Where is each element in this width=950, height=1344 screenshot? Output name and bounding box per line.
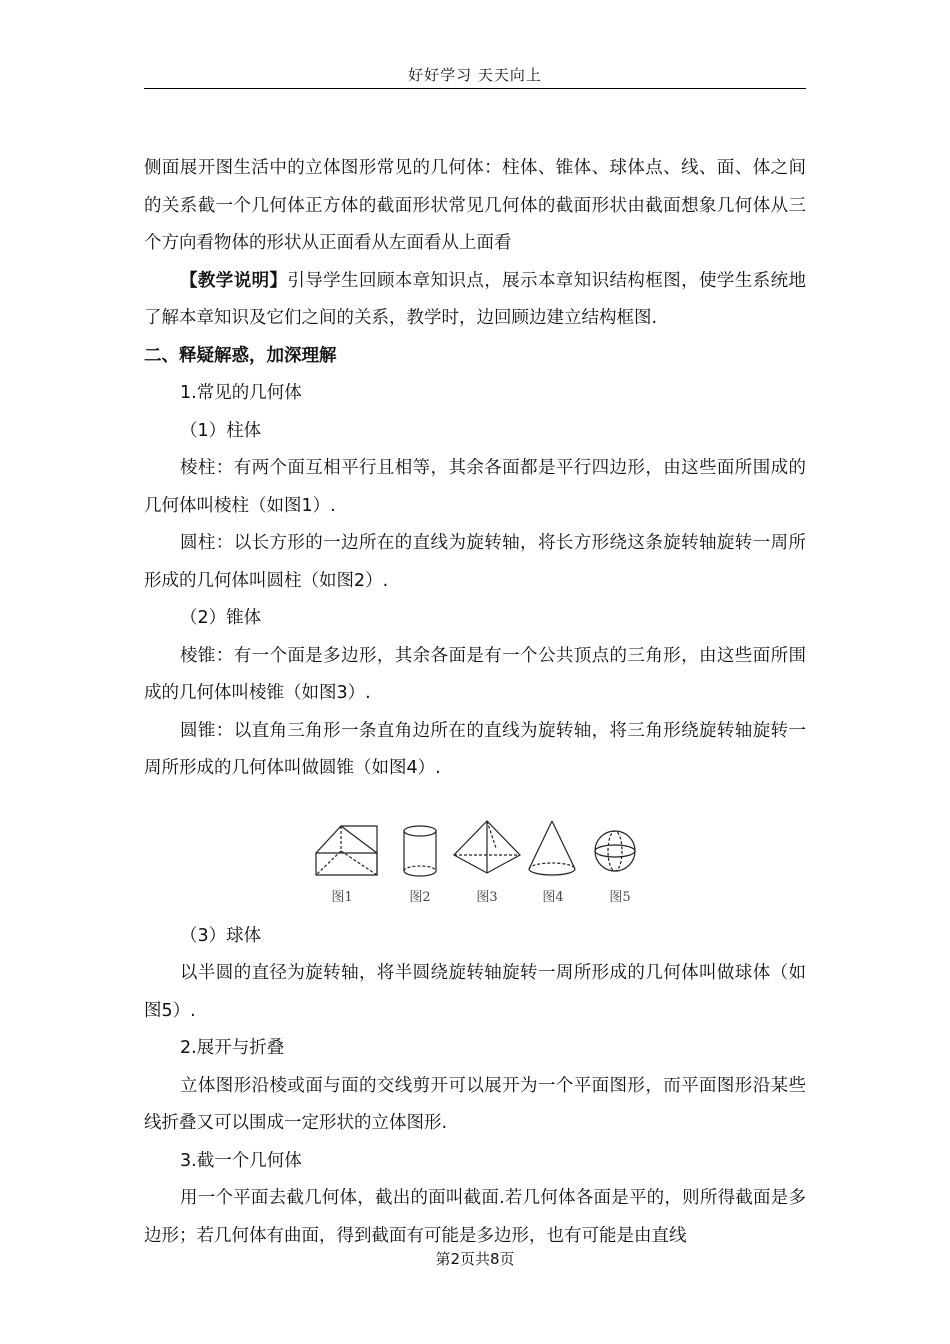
header-rule	[144, 88, 806, 89]
document-body	[144, 150, 806, 1255]
sphere-icon	[595, 831, 635, 871]
teaching-note-label: 【教学说明】	[180, 270, 288, 291]
prism-definition: 棱柱：有两个面互相平行且相等，其余各面都是平行四边形，由这些面所围成的几何体叫棱柱（如图1）.	[144, 458, 806, 516]
page-footer: 第2页共8页	[435, 1250, 515, 1268]
subsection-unfold-fold: 2.展开与折叠	[180, 1038, 285, 1058]
subsection-common-solids: 1.常见的几何体	[180, 383, 302, 403]
figure-caption-1: 图1	[331, 889, 353, 905]
pyramid-definition: 棱锥：有一个面是多边形，其余各面是有一个公共顶点的三角形，由这些面所围成的几何体叫棱锥（如图3）.	[144, 645, 806, 703]
figure-caption-3: 图3	[476, 889, 498, 905]
summary-paragraph: 侧面展开图生活中的立体图形常见的几何体：柱体、锥体、球体点、线、面、体之间的关系截一个几何体正方体的截面形状常见几何体的截面形状由截面想象几何体从三个方向看物体的形状从正面看从左面看从上面看	[144, 158, 806, 253]
cylinder-icon	[404, 826, 436, 876]
triangular-prism-icon	[316, 826, 377, 875]
cone-definition: 圆锥：以直角三角形一条直角边所在的直线为旋转轴，将三角形绕旋转轴旋转一周所形成的几何体叫做圆锥（如图4）.	[144, 720, 806, 778]
cone-icon	[529, 821, 575, 875]
subsection-cross-section: 3.截一个几何体	[180, 1150, 302, 1171]
item-pyramids-cones: （2）锥体	[180, 608, 262, 628]
item-spheres: （3）球体	[180, 925, 262, 946]
teaching-note-text: 引导学生回顾本章知识点，展示本章知识结构框图，使学生系统地了解本章知识及它们之间的关系，教学时，边回顾边建立结构框图.	[144, 270, 807, 328]
cylinder-definition: 圆柱：以长方形的一边所在的直线为旋转轴，将长方形绕这条旋转轴旋转一周所形成的几何体叫圆柱（如图2）.	[144, 533, 806, 591]
section-heading: 二、释疑解惑，加深理解	[144, 345, 337, 366]
page-header: 好好学习 天天向上	[408, 66, 542, 84]
cross-section-text: 用一个平面去截几何体，截出的面叫截面.若几何体各面是平的，则所得截面是多边形；若几何体有曲面，得到截面有可能是多边形，也有可能是由直线	[144, 1188, 806, 1246]
item-prisms-cylinders: （1）柱体	[180, 420, 262, 441]
figure-caption-5: 图5	[609, 889, 631, 905]
figure-caption-2: 图2	[409, 889, 431, 905]
unfold-fold-text: 立体图形沿棱或面与面的交线剪开可以展开为一个平面图形，而平面图形沿某些线折叠又可以围成一定形状的立体图形.	[144, 1075, 806, 1133]
solids-figure-row	[144, 791, 806, 906]
solids-figure	[144, 791, 806, 906]
pyramid-icon	[454, 821, 520, 873]
sphere-definition: 以半圆的直径为旋转轴，将半圆绕旋转轴旋转一周所形成的几何体叫做球体（如图5）.	[144, 963, 806, 1021]
teaching-note-paragraph	[144, 263, 806, 338]
figure-caption-4: 图4	[542, 889, 564, 905]
